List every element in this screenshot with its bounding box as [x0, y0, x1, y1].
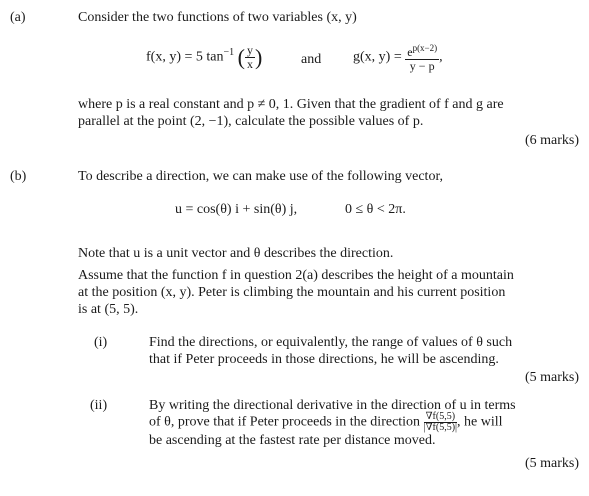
f-sup: −1	[223, 47, 235, 59]
g-num: e	[407, 45, 413, 59]
assume-line3: is at (5, 5).	[78, 302, 139, 317]
f-fraction	[245, 44, 255, 71]
sub-ii-line3: be ascending at the fastest rate per distance moved.	[149, 433, 436, 448]
f-den: x	[246, 57, 253, 71]
part-a-text-line2: parallel at the point (2, −1), calculate the possible values of p.	[78, 114, 424, 129]
g-lhs: g(x, y) =	[353, 49, 402, 65]
equation-f: f(x, y) = 5 $\tan^{-1}$ ( $\frac{y}{x}$ )	[146, 43, 263, 71]
direction-den: |∇f(5,5)|	[423, 422, 458, 433]
sub-ii-marks: (5 marks)	[524, 456, 579, 471]
g-comma: ,	[439, 49, 443, 65]
sub-ii-line2-a: of θ, prove that if Peter proceeds in the direction	[149, 414, 421, 430]
part-a-label: (a)	[10, 10, 26, 25]
f-lhs: f(x, y) = 5 tan	[146, 49, 224, 65]
part-a-intro: Consider the two functions of two variables (x, y)	[78, 10, 357, 25]
sub-i-marks: (5 marks)	[524, 370, 579, 385]
part-b-intro: To describe a direction, we can make use of the following vector,	[78, 169, 444, 184]
sub-ii-label: (ii)	[90, 398, 108, 413]
sub-ii-line1: By writing the directional derivative in the direction of u in terms	[149, 398, 516, 413]
and-word: and	[301, 52, 322, 67]
f-num: y	[246, 43, 253, 57]
assume-line1: Assume that the function f in question 2(a) describes the height of a mountain	[78, 268, 514, 283]
theta-range: 0 ≤ θ < 2π.	[345, 202, 406, 217]
vector-equation: u = cos(θ) i + sin(θ) j,	[175, 202, 298, 217]
equation-g	[353, 42, 443, 73]
assume-line2: at the position (x, y). Peter is climbing the mountain and his current position	[78, 285, 506, 300]
direction-fraction	[424, 412, 457, 433]
g-den: y − p	[405, 59, 439, 73]
part-a-marks: (6 marks)	[524, 133, 579, 148]
part-a-text-line1: where p is a real constant and p ≠ 0, 1. Given that the gradient of f and g are	[78, 97, 504, 112]
direction-num: ∇f(5,5)	[425, 411, 456, 422]
g-num-sup: p(x−2)	[412, 43, 438, 53]
sub-i-label: (i)	[94, 335, 108, 350]
g-fraction	[405, 42, 439, 73]
sub-i-line1: Find the directions, or equivalently, the range of values of θ such	[149, 335, 513, 350]
note-text: Note that u is a unit vector and θ describes the direction.	[78, 246, 394, 261]
sub-i-line2: that if Peter proceeds in those directions, he will be ascending.	[149, 352, 499, 367]
sub-ii-line2-b: , he will	[457, 414, 503, 430]
part-b-label: (b)	[10, 169, 27, 184]
sub-ii-line2	[149, 412, 503, 433]
